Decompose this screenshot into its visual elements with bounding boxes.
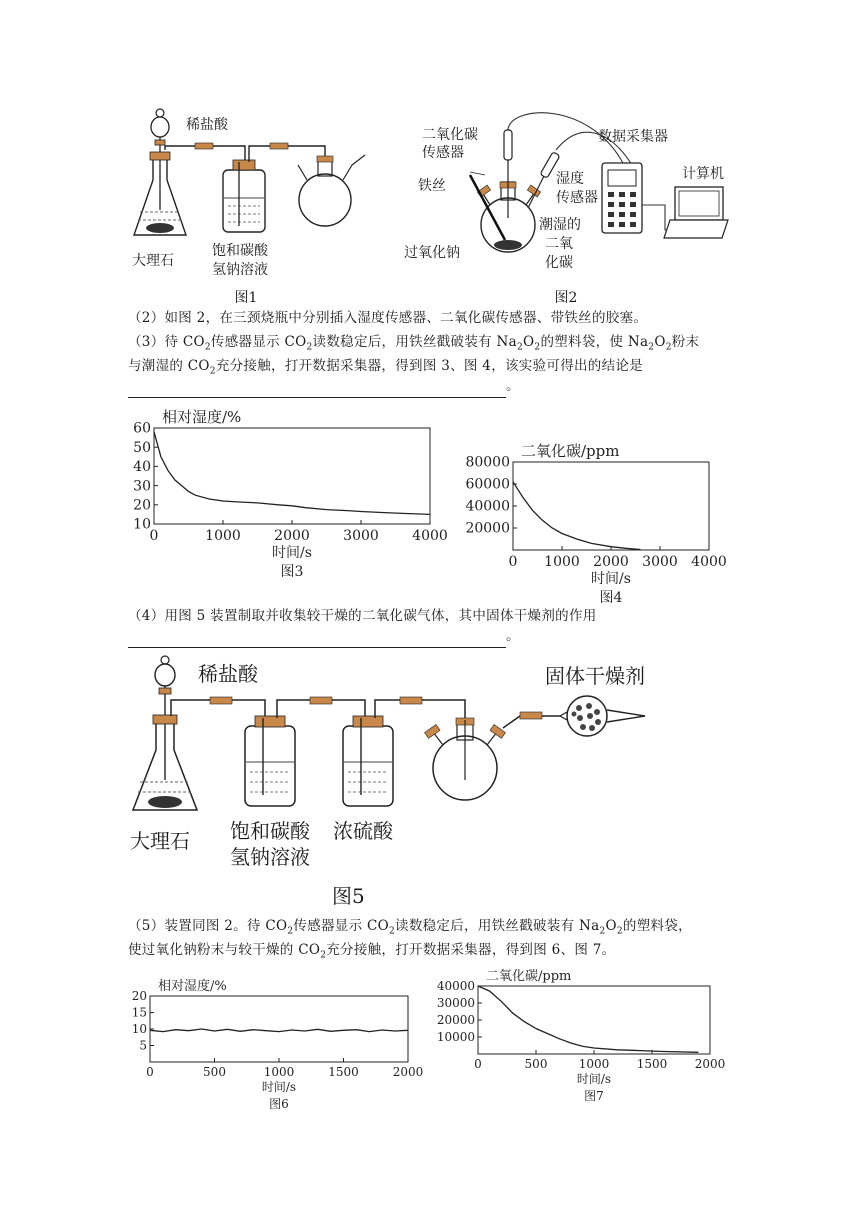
chart-fig3 bbox=[120, 400, 450, 595]
fig2-computer-label: 计算机 bbox=[682, 166, 724, 182]
data-line bbox=[150, 1029, 408, 1032]
fig2-co2-sensor-label-1: 二氧化碳 bbox=[422, 127, 478, 143]
x-tick-label: 1500 bbox=[636, 1057, 668, 1071]
chart-caption: 图6 bbox=[269, 1097, 289, 1111]
y-axis-label: 二氧化碳/ppm bbox=[521, 442, 620, 460]
question-2: （2）如图 2，在三颈烧瓶中分别插入湿度传感器、二氧化碳传感器、带铁丝的胶塞。 bbox=[128, 310, 648, 326]
fig2-humidity-label-2: 传感器 bbox=[556, 190, 598, 206]
data-line bbox=[154, 432, 430, 515]
x-axis-label: 时间/s bbox=[576, 1072, 612, 1086]
fig2-moist-label-2: 二氧 bbox=[545, 236, 573, 252]
x-tick-label: 0 bbox=[508, 554, 518, 570]
y-tick-label: 80000 bbox=[465, 454, 510, 471]
fig2-caption: 图2 bbox=[554, 290, 578, 306]
chart-caption: 图3 bbox=[280, 564, 304, 580]
data-line bbox=[478, 986, 698, 1052]
x-tick-label: 500 bbox=[203, 1065, 226, 1079]
y-tick-label: 40 bbox=[133, 459, 151, 476]
fig2-wire-label: 铁丝 bbox=[418, 178, 446, 194]
y-tick-label: 40000 bbox=[436, 979, 475, 993]
fig2-moist-label-1: 潮湿的 bbox=[539, 217, 581, 233]
fig2-humidity-label-1: 湿度 bbox=[556, 171, 584, 187]
chart-fig7 bbox=[430, 960, 740, 1115]
y-axis-label: 相对湿度/% bbox=[158, 979, 227, 994]
question-4-answer-line: 。 bbox=[128, 624, 520, 648]
fig1-marble-label: 大理石 bbox=[132, 253, 174, 269]
fig5-bicarb-label-1: 饱和碳酸 bbox=[230, 819, 310, 843]
x-tick-label: 1000 bbox=[544, 554, 580, 570]
y-tick-label: 60000 bbox=[465, 476, 510, 493]
answer-blank-q4[interactable] bbox=[128, 633, 506, 648]
x-tick-label: 0 bbox=[149, 528, 159, 544]
plot-frame bbox=[478, 986, 710, 1054]
fig1-acid-label: 稀盐酸 bbox=[186, 117, 228, 133]
fig1-caption: 图1 bbox=[234, 290, 258, 306]
plot-frame bbox=[154, 428, 430, 524]
fig1-bicarb-label-2: 氢钠溶液 bbox=[212, 262, 268, 278]
y-tick-label: 15 bbox=[131, 1005, 147, 1020]
question-4: （4）用图 5 装置制取并收集较干燥的二氧化碳气体，其中固体干燥剂的作用 bbox=[128, 608, 597, 624]
y-axis-label: 相对湿度/% bbox=[162, 408, 242, 426]
fig2-co2-sensor-label-2: 传感器 bbox=[422, 145, 464, 161]
chart-fig6 bbox=[120, 970, 424, 1115]
y-tick-label: 30 bbox=[133, 478, 151, 495]
x-axis-label: 时间/s bbox=[261, 1080, 297, 1094]
y-tick-label: 60 bbox=[133, 420, 151, 437]
x-tick-label: 1000 bbox=[205, 528, 241, 544]
y-tick-label: 40000 bbox=[465, 498, 510, 515]
x-tick-label: 2000 bbox=[274, 528, 310, 544]
x-tick-label: 2000 bbox=[694, 1057, 726, 1071]
data-line bbox=[513, 482, 640, 550]
y-tick-label: 20000 bbox=[436, 1013, 475, 1027]
x-tick-label: 3000 bbox=[642, 554, 678, 570]
chart-caption: 图7 bbox=[584, 1089, 604, 1103]
x-tick-label: 3000 bbox=[343, 528, 379, 544]
x-axis-label: 时间/s bbox=[272, 545, 312, 561]
question-3-answer-line: 。 bbox=[128, 374, 520, 398]
x-tick-label: 1000 bbox=[263, 1065, 295, 1079]
question-3-line-2: 与潮湿的 $CO_2$充分接触，打开数据采集器，得到图 3、图 4，该实验可得出的结论是 bbox=[128, 358, 643, 377]
x-tick-label: 0 bbox=[474, 1057, 482, 1071]
y-tick-label: 10 bbox=[133, 516, 151, 533]
fig5-marble-label: 大理石 bbox=[130, 829, 190, 853]
fig5-sulfuric-label: 浓硫酸 bbox=[333, 819, 393, 843]
x-tick-label: 1000 bbox=[578, 1057, 610, 1071]
fig5-acid-label: 稀盐酸 bbox=[198, 662, 258, 686]
x-tick-label: 2000 bbox=[392, 1065, 424, 1079]
plot-frame bbox=[513, 462, 709, 550]
y-axis-label: 二氧化碳/ppm bbox=[486, 969, 572, 984]
y-tick-label: 10 bbox=[131, 1022, 147, 1036]
question-5-line-2: 使过氧化钠粉末与较干燥的 $CO_2$充分接触，打开数据采集器，得到图 6、图 7。 bbox=[128, 942, 616, 961]
fig2-peroxide-label: 过氧化钠 bbox=[404, 245, 460, 261]
fig2-moist-label-3: 化碳 bbox=[545, 255, 573, 271]
y-tick-label: 50 bbox=[133, 439, 151, 456]
x-tick-label: 500 bbox=[524, 1057, 548, 1071]
x-axis-label: 时间/s bbox=[591, 571, 631, 587]
fig5-desiccant-label: 固体干燥剂 bbox=[545, 664, 645, 688]
plot-frame bbox=[150, 996, 408, 1062]
y-tick-label: 20000 bbox=[465, 520, 510, 537]
x-tick-label: 2000 bbox=[593, 554, 629, 570]
y-tick-label: 20 bbox=[133, 497, 151, 514]
y-tick-label: 30000 bbox=[436, 996, 475, 1010]
fig2-data-collector-label: 数据采集器 bbox=[598, 129, 668, 145]
x-tick-label: 0 bbox=[146, 1065, 154, 1079]
fig5-bicarb-label-2: 氢钠溶液 bbox=[230, 845, 310, 869]
x-tick-label: 4000 bbox=[412, 528, 448, 544]
x-tick-label: 1500 bbox=[328, 1065, 359, 1079]
y-tick-label: 20 bbox=[131, 989, 147, 1003]
fig5-caption: 图5 bbox=[332, 884, 365, 908]
question-5-line-1: （5）装置同图 2。待 $CO_2$传感器显示 $CO_2$读数稳定后，用铁丝戳破装有 $Na_2O_2$的塑料袋， bbox=[128, 918, 692, 937]
y-tick-label: 5 bbox=[139, 1038, 147, 1053]
chart-fig4 bbox=[455, 430, 745, 606]
y-tick-label: 10000 bbox=[436, 1030, 475, 1044]
chart-caption: 图4 bbox=[599, 590, 623, 606]
fig1-bicarb-label-1: 饱和碳酸 bbox=[212, 243, 268, 259]
question-3-line-1: （3）待 $CO_2$传感器显示 $CO_2$读数稳定后，用铁丝戳破装有 $Na_2O_2$的塑料袋，使 $Na_2O_2$粉末 bbox=[128, 334, 700, 353]
x-tick-label: 4000 bbox=[691, 554, 727, 570]
answer-blank-q3[interactable] bbox=[128, 383, 506, 398]
